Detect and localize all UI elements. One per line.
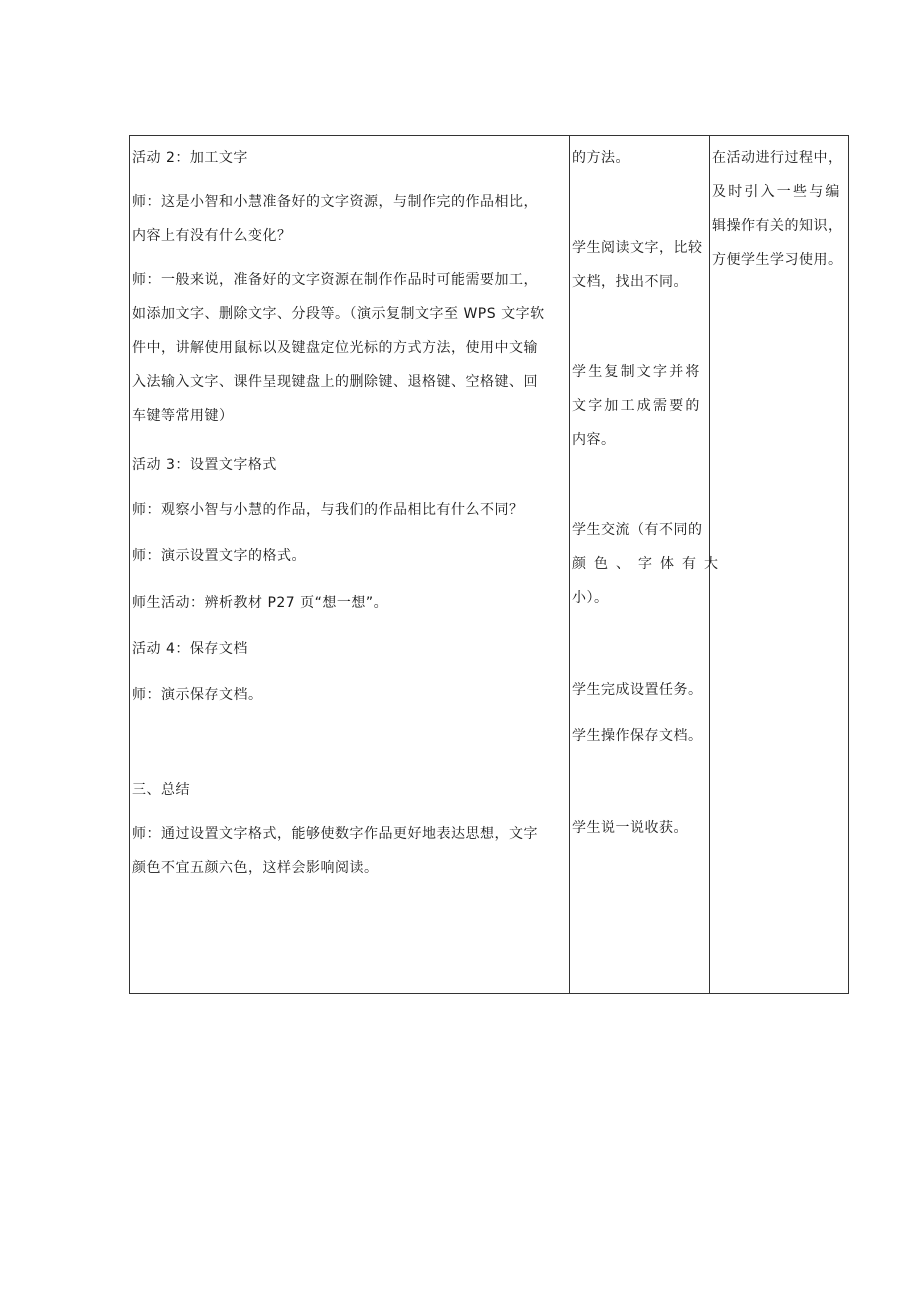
activity2-question-line1: 师：这是小智和小慧准备好的文字资源，与制作完的作品相比， <box>132 194 538 210</box>
activity2-explain-line4: 入法输入文字、课件呈现键盘上的删除键、退格键、空格键、回 <box>132 374 538 390</box>
student-discuss-line3: 小）。 <box>572 590 609 606</box>
summary-line1: 师：通过设置文字格式，能够使数字作品更好地表达思想，文字 <box>132 826 538 842</box>
student-copy-line2: 文字加工成需要的 <box>572 398 702 414</box>
design-line4: 方便学生学习使用。 <box>712 252 843 268</box>
activity2-title: 活动 2：加工文字 <box>132 150 248 166</box>
student-discuss-line1: 学生交流（有不同的 <box>572 522 703 538</box>
activity2-explain-line1: 师：一般来说，准备好的文字资源在制作作品时可能需要加工， <box>132 272 538 288</box>
design-line2: 及时引入一些与编 <box>712 184 842 200</box>
student-copy-line3: 内容。 <box>572 432 616 448</box>
student-read-line2: 文档，找出不同。 <box>572 274 688 290</box>
activity4-title: 活动 4：保存文档 <box>132 641 248 657</box>
activity4-demo: 师：演示保存文档。 <box>132 687 263 703</box>
activity2-explain-line2: 如添加文字、删除文字、分段等。（演示复制文字至 WPS 文字软 <box>132 306 545 322</box>
activity3-title: 活动 3：设置文字格式 <box>132 457 277 473</box>
lesson-plan-table <box>129 135 849 994</box>
activity2-explain-line5: 车键等常用键） <box>132 408 234 424</box>
activity3-demo: 师：演示设置文字的格式。 <box>132 548 306 564</box>
student-copy-line1: 学生复制文字并将 <box>572 364 702 380</box>
activity3-question: 师：观察小智与小慧的作品，与我们的作品相比有什么不同？ <box>132 502 524 518</box>
student-complete: 学生完成设置任务。 <box>572 682 703 698</box>
student-read-line1: 学生阅读文字，比较 <box>572 240 703 256</box>
activity3-joint: 师生活动：辨析教材 P27 页“想一想”。 <box>132 595 389 611</box>
student-method-tail: 的方法。 <box>572 150 630 166</box>
summary-title: 三、总结 <box>132 782 190 798</box>
student-save: 学生操作保存文档。 <box>572 728 703 744</box>
design-intent-column <box>710 136 848 993</box>
student-activity-column <box>570 136 726 993</box>
student-discuss-line2: 颜色、字体有大 <box>572 556 726 572</box>
design-line3: 辑操作有关的知识， <box>712 218 843 234</box>
activity2-question-line2: 内容上有没有什么变化？ <box>132 228 292 244</box>
activity2-explain-line3: 件中，讲解使用鼠标以及键盘定位光标的方式方法，使用中文输 <box>132 340 538 356</box>
teacher-activity-column <box>130 136 570 993</box>
summary-line2: 颜色不宜五颜六色，这样会影响阅读。 <box>132 860 379 876</box>
design-line1: 在活动进行过程中， <box>712 150 843 166</box>
student-harvest: 学生说一说收获。 <box>572 820 688 836</box>
